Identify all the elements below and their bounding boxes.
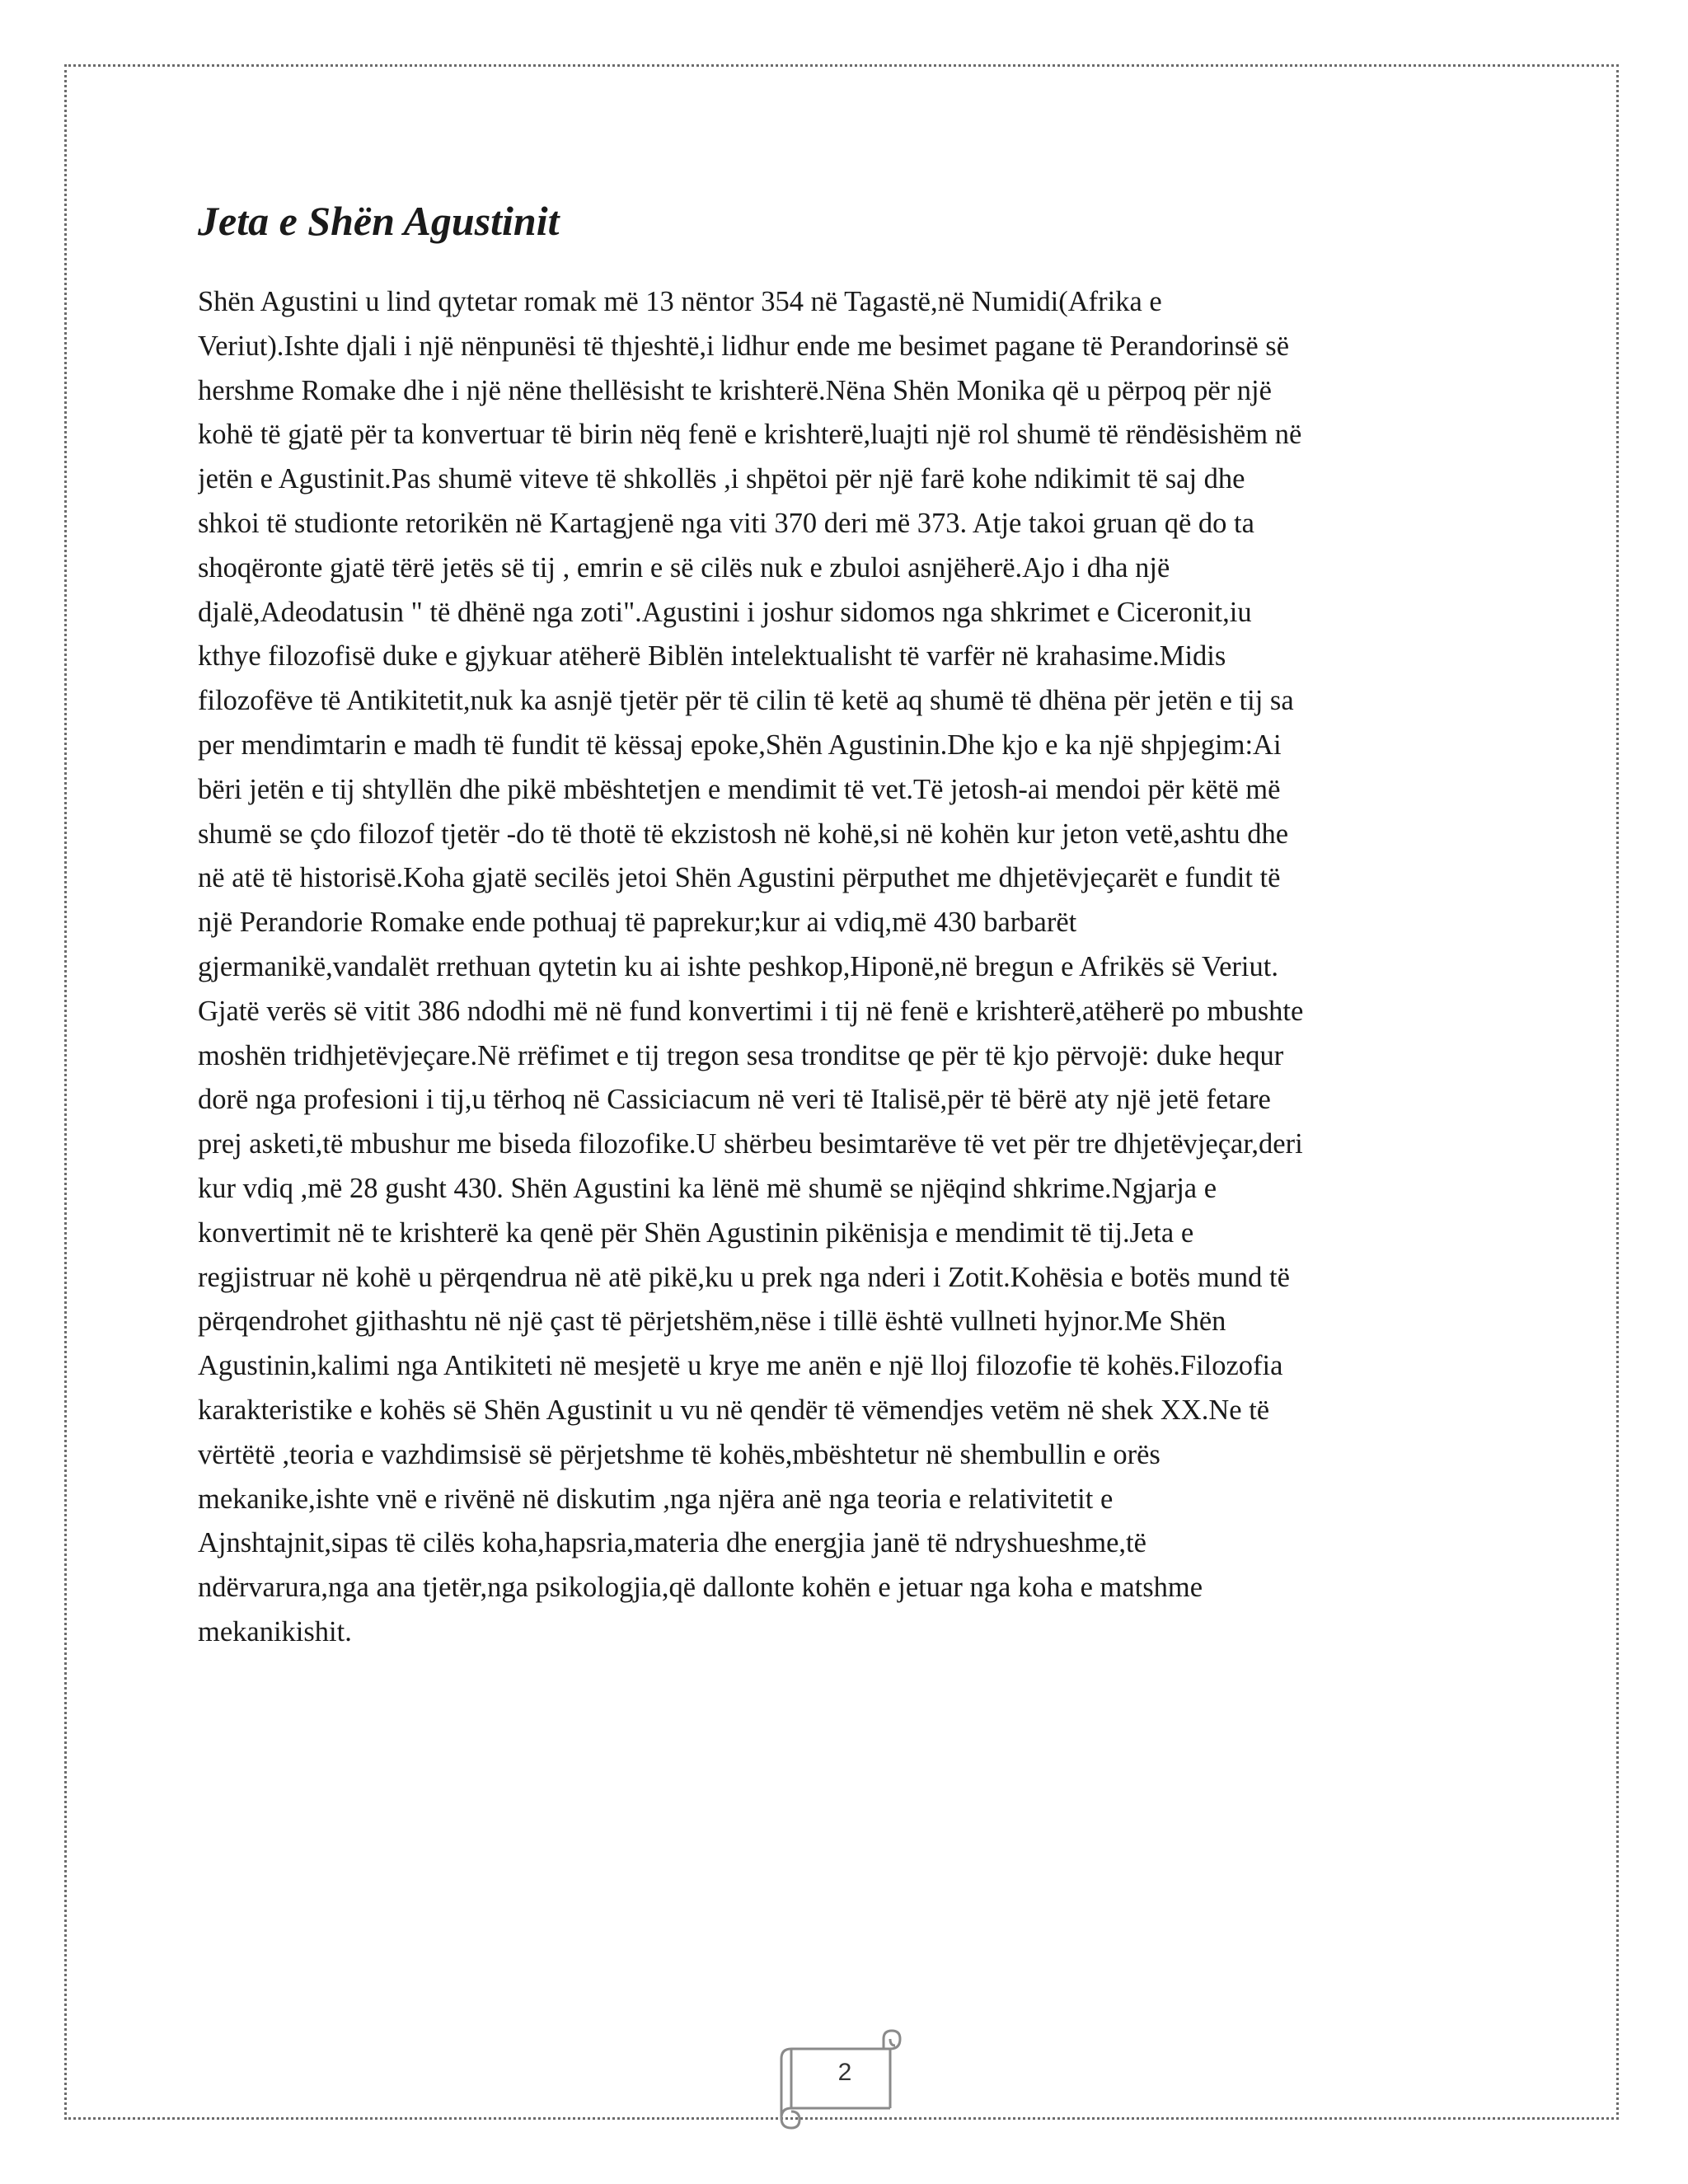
body-line: karakteristike e kohës së Shën Agustinit u vu në qendër të vëmendjes vetëm në shek XX.Ne të bbox=[198, 1394, 1270, 1426]
body-line: ndërvarura,nga ana tjetër,nga psikologjia,që dallonte kohën e jetuar nga koha e matshme bbox=[198, 1572, 1203, 1604]
page-title: Jeta e Shën Agustinit bbox=[198, 198, 560, 244]
body-line: bëri jetën e tij shtyllën dhe pikë mbështetjen e mendimit të vet.Të jetosh-ai mendoi për këtë më bbox=[198, 773, 1281, 805]
body-text bbox=[198, 280, 1492, 1655]
body-line: prej asketi,të mbushur me biseda filozofike.U shërbeu besimtarëve të vet për tre dhjetëvjeçar,deri bbox=[198, 1128, 1303, 1160]
body-line: regjistruar në kohë u përqendrua në atë pikë,ku u prek nga nderi i Zotit.Kohësia e botës mund të bbox=[198, 1261, 1290, 1293]
body-line: dorë nga profesioni i tij,u tërhoq në Cassiciacum në veri të Italisë,për të bërë aty një jetë fetare bbox=[198, 1084, 1271, 1116]
body-line: Ajnshtajnit,sipas të cilës koha,hapsria,materia dhe energjia janë të ndryshueshme,të bbox=[198, 1527, 1146, 1559]
body-line: filozofëve të Antikitetit,nuk ka asnjë tjetër për të cilin të ketë aq shumë të dhëna për jetën e tij sa bbox=[198, 685, 1294, 717]
body-line: konvertimit në te krishterë ka qenë për Shën Agustinin pikënisja e mendimit të tij.Jeta e bbox=[198, 1216, 1194, 1249]
body-line: Shën Agustini u lind qytetar romak më 13 nëntor 354 në Tagastë,në Numidi(Afrika e bbox=[198, 286, 1162, 317]
body-line: kthye filozofisë duke e gjykuar atëherë Biblën intelektualisht të varfër në krahasime.Midis bbox=[198, 640, 1226, 673]
body-line: përqendrohet gjithashtu në një çast të përjetshëm,nëse i tillë është vullneti hyjnor.Me Shën bbox=[198, 1305, 1226, 1338]
body-line: Veriut).Ishte djali i një nënpunësi të thjeshtë,i lidhur ende me besimet pagane të Perandorinsë së bbox=[198, 330, 1290, 362]
body-line: vërtëtë ,teoria e vazhdimsisë së përjetshme të kohës,mbështetur në shembullin e orës bbox=[198, 1438, 1160, 1470]
body-line: shoqëronte gjatë tërë jetës së tij , emrin e së cilës nuk e zbuloi asnjëherë.Ajo i dha një bbox=[198, 551, 1170, 583]
body-line: shkoi të studionte retorikën në Kartagjenë nga viti 370 deri më 373. Atje takoi gruan që do ta bbox=[198, 507, 1254, 539]
body-line: kur vdiq ,më 28 gusht 430. Shën Agustini ka lënë më shumë se njëqind shkrime.Ngjarja e bbox=[198, 1172, 1217, 1204]
body-line: Gjatë verës së vitit 386 ndodhi më në fund konvertimi i tij në fenë e krishterë,atëherë po mbushte bbox=[198, 995, 1304, 1027]
body-line: moshën tridhjetëvjeçare.Në rrëfimet e tij tregon sesa tronditse qe për të kjo përvojë: duke hequr bbox=[198, 1039, 1284, 1071]
body-line: një Perandorie Romake ende pothuaj të paprekur;kur ai vdiq,më 430 barbarët bbox=[198, 907, 1077, 939]
body-line: në atë të historisë.Koha gjatë secilës jetoi Shën Agustini përputhet me dhjetëvjeçarët e fundit të bbox=[198, 862, 1281, 894]
body-line: gjermanikë,vandalët rrethuan qytetin ku ai ishte peshkop,Hiponë,në bregun e Afrikës së Veriut. bbox=[198, 950, 1278, 982]
body-line: mekanike,ishte vnë e rivënë në diskutim ,nga njëra anë nga teoria e relativitetit e bbox=[198, 1483, 1114, 1515]
page-number-footer bbox=[767, 2026, 923, 2133]
body-line: per mendimtarin e madh të fundit të këssaj epoke,Shën Agustinin.Dhe kjo e ka një shpjegim:Ai bbox=[198, 729, 1282, 761]
body-line: jetën e Agustinit.Pas shumë viteve të shkollës ,i shpëtoi për një farë kohe ndikimit të saj dhe bbox=[198, 463, 1245, 495]
body-line: Agustinin,kalimi nga Antikiteti në mesjetë u krye me anën e një lloj filozofie të kohës.Filozofia bbox=[198, 1350, 1283, 1382]
page-number: 2 bbox=[837, 2059, 852, 2086]
body-line: djalë,Adeodatusin " të dhënë nga zoti".Agustini i joshur sidomos nga shkrimet e Ciceronit,iu bbox=[198, 596, 1252, 628]
body-line: mekanikishit. bbox=[198, 1615, 352, 1647]
body-line: hershme Romake dhe i një nëne thellësisht te krishterë.Nëna Shën Monika që u përpoq për një bbox=[198, 374, 1272, 406]
body-line: kohë të gjatë për ta konvertuar të birin nëq fenë e krishterë,luajti një rol shumë të rëndësishëm në bbox=[198, 419, 1302, 451]
body-line: shumë se çdo filozof tjetër -do të thotë të ekzistosh në kohë,si në kohën kur jeton vetë,ashtu dhe bbox=[198, 818, 1289, 850]
